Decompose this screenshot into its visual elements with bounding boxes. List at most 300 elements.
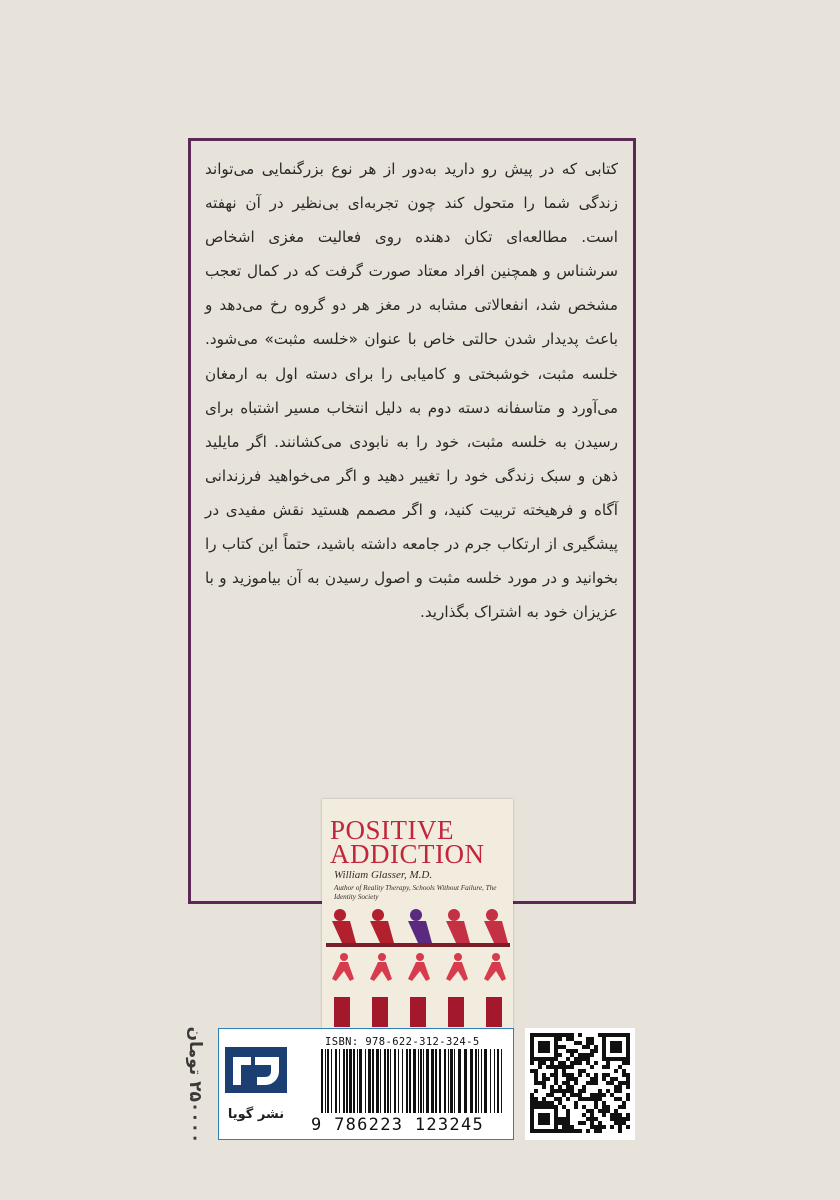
barcode-bar: [458, 1049, 461, 1113]
qr-module: [550, 1129, 554, 1133]
qr-module: [614, 1033, 618, 1037]
qr-module: [558, 1065, 562, 1069]
qr-module: [558, 1129, 562, 1133]
qr-module: [534, 1069, 538, 1073]
qr-module: [618, 1033, 622, 1037]
qr-module: [542, 1129, 546, 1133]
qr-module: [566, 1129, 570, 1133]
qr-module: [538, 1049, 542, 1053]
qr-module: [562, 1125, 566, 1129]
qr-module: [538, 1117, 542, 1121]
barcode-bar: [387, 1049, 389, 1113]
qr-module: [594, 1097, 598, 1101]
qr-module: [610, 1033, 614, 1037]
qr-module: [554, 1129, 558, 1133]
barcode-bar: [444, 1049, 446, 1113]
qr-module: [546, 1077, 550, 1081]
barcode-bar: [384, 1049, 386, 1113]
qr-module: [622, 1117, 626, 1121]
qr-module: [574, 1049, 578, 1053]
qr-module: [530, 1105, 534, 1109]
qr-module: [566, 1109, 570, 1113]
barcode-bar: [357, 1049, 358, 1113]
qr-module: [562, 1061, 566, 1065]
qr-module: [542, 1057, 546, 1061]
qr-module: [582, 1105, 586, 1109]
barcode-bar: [321, 1049, 323, 1113]
qr-module: [626, 1053, 630, 1057]
qr-module: [538, 1065, 542, 1069]
book-cover-thumbnail: [322, 799, 513, 1031]
barcode-bar: [423, 1049, 424, 1113]
qr-module: [586, 1041, 590, 1045]
qr-module: [550, 1061, 554, 1065]
qr-module: [542, 1049, 546, 1053]
qr-module: [566, 1073, 570, 1077]
price-label: [175, 1026, 215, 1160]
qr-module: [562, 1117, 566, 1121]
qr-module: [546, 1065, 550, 1069]
qr-module: [618, 1057, 622, 1061]
qr-module: [618, 1105, 622, 1109]
qr-module: [562, 1093, 566, 1097]
qr-module: [594, 1045, 598, 1049]
qr-module: [626, 1049, 630, 1053]
qr-module: [534, 1089, 538, 1093]
qr-module: [538, 1129, 542, 1133]
qr-module: [534, 1097, 538, 1101]
qr-module: [554, 1069, 558, 1073]
qr-module: [554, 1113, 558, 1117]
qr-module: [610, 1077, 614, 1081]
barcode-bar: [402, 1049, 403, 1113]
qr-module: [618, 1041, 622, 1045]
qr-module: [566, 1033, 570, 1037]
qr-module: [610, 1049, 614, 1053]
qr-module: [614, 1057, 618, 1061]
qr-module: [618, 1121, 622, 1125]
qr-module: [546, 1033, 550, 1037]
qr-module: [554, 1033, 558, 1037]
qr-module: [558, 1033, 562, 1037]
qr-module: [566, 1117, 570, 1121]
qr-module: [566, 1081, 570, 1085]
qr-module: [578, 1053, 582, 1057]
barcode-bar: [478, 1049, 479, 1113]
qr-module: [550, 1105, 554, 1109]
cover-illustration: [322, 901, 513, 1031]
qr-module: [538, 1061, 542, 1065]
qr-module: [554, 1105, 558, 1109]
qr-module: [570, 1065, 574, 1069]
barcode-bar: [335, 1049, 337, 1113]
qr-module: [602, 1105, 606, 1109]
qr-module: [542, 1061, 546, 1065]
qr-module: [618, 1045, 622, 1049]
qr-module: [622, 1069, 626, 1073]
qr-module: [586, 1081, 590, 1085]
qr-module: [554, 1073, 558, 1077]
qr-module: [554, 1121, 558, 1125]
qr-module: [566, 1065, 570, 1069]
qr-module: [566, 1037, 570, 1041]
qr-module: [582, 1045, 586, 1049]
qr-module: [554, 1125, 558, 1129]
qr-module: [562, 1033, 566, 1037]
qr-module: [566, 1113, 570, 1117]
qr-module: [626, 1113, 630, 1117]
barcode-bar: [339, 1049, 340, 1113]
qr-module: [614, 1109, 618, 1113]
qr-module: [626, 1097, 630, 1101]
qr-module: [546, 1041, 550, 1045]
qr-module: [578, 1129, 582, 1133]
qr-module: [578, 1097, 582, 1101]
qr-module: [534, 1033, 538, 1037]
qr-module: [554, 1057, 558, 1061]
qr-module: [566, 1049, 570, 1053]
qr-module: [574, 1081, 578, 1085]
qr-module: [562, 1069, 566, 1073]
qr-module: [618, 1117, 622, 1121]
qr-module: [562, 1081, 566, 1085]
barcode-bar: [497, 1049, 499, 1113]
qr-module: [582, 1089, 586, 1093]
qr-module: [614, 1113, 618, 1117]
qr-module: [590, 1049, 594, 1053]
qr-module: [546, 1057, 550, 1061]
qr-module: [594, 1073, 598, 1077]
qr-module: [558, 1045, 562, 1049]
qr-module: [606, 1033, 610, 1037]
qr-module: [586, 1045, 590, 1049]
qr-module: [546, 1113, 550, 1117]
qr-module: [530, 1045, 534, 1049]
qr-module: [598, 1129, 602, 1133]
qr-module: [590, 1121, 594, 1125]
qr-module: [570, 1093, 574, 1097]
qr-module: [618, 1049, 622, 1053]
qr-module: [542, 1117, 546, 1121]
qr-module: [610, 1113, 614, 1117]
qr-module: [602, 1093, 606, 1097]
qr-module: [622, 1081, 626, 1085]
qr-module: [542, 1073, 546, 1077]
qr-module: [594, 1049, 598, 1053]
qr-module: [530, 1097, 534, 1101]
qr-module: [602, 1037, 606, 1041]
barcode-bar: [494, 1049, 495, 1113]
qr-module: [594, 1129, 598, 1133]
qr-module: [626, 1041, 630, 1045]
qr-module: [598, 1093, 602, 1097]
qr-module: [530, 1049, 534, 1053]
qr-module: [578, 1089, 582, 1093]
qr-module: [546, 1117, 550, 1121]
qr-module: [582, 1053, 586, 1057]
barcode-bar: [439, 1049, 441, 1113]
qr-module: [602, 1101, 606, 1105]
barcode-bar: [325, 1049, 326, 1113]
qr-module: [534, 1057, 538, 1061]
qr-module: [578, 1061, 582, 1065]
qr-module: [590, 1113, 594, 1117]
qr-module: [546, 1093, 550, 1097]
qr-module: [558, 1089, 562, 1093]
qr-module: [558, 1101, 562, 1105]
qr-module: [534, 1077, 538, 1081]
barcode-bar: [359, 1049, 362, 1113]
qr-module: [530, 1113, 534, 1117]
qr-module: [590, 1053, 594, 1057]
qr-module: [562, 1045, 566, 1049]
qr-module: [582, 1113, 586, 1117]
qr-module: [590, 1081, 594, 1085]
qr-module: [554, 1045, 558, 1049]
barcode-bar: [420, 1049, 422, 1113]
qr-module: [614, 1121, 618, 1125]
qr-module: [602, 1077, 606, 1081]
qr-module: [586, 1061, 590, 1065]
qr-module: [622, 1033, 626, 1037]
qr-module: [530, 1057, 534, 1061]
qr-module: [618, 1089, 622, 1093]
qr-module: [530, 1033, 534, 1037]
qr-module: [574, 1061, 578, 1065]
qr-module: [614, 1049, 618, 1053]
barcode-bar: [380, 1049, 381, 1113]
qr-module: [578, 1093, 582, 1097]
qr-module: [586, 1129, 590, 1133]
qr-module: [558, 1121, 562, 1125]
qr-module: [542, 1121, 546, 1125]
barcode-bar: [353, 1049, 355, 1113]
qr-module: [550, 1089, 554, 1093]
qr-module: [586, 1057, 590, 1061]
qr-module: [614, 1117, 618, 1121]
qr-module: [574, 1101, 578, 1105]
qr-module: [618, 1097, 622, 1101]
qr-module: [542, 1097, 546, 1101]
qr-module: [622, 1061, 626, 1065]
qr-module: [562, 1129, 566, 1133]
qr-module: [558, 1037, 562, 1041]
qr-module: [618, 1125, 622, 1129]
qr-module: [626, 1057, 630, 1061]
qr-module: [530, 1117, 534, 1121]
qr-module: [570, 1077, 574, 1081]
qr-module: [570, 1129, 574, 1133]
qr-module: [626, 1125, 630, 1129]
qr-module: [622, 1073, 626, 1077]
qr-module: [542, 1101, 546, 1105]
qr-module: [538, 1105, 542, 1109]
qr-module: [558, 1097, 562, 1101]
qr-module: [562, 1105, 566, 1109]
qr-module: [594, 1117, 598, 1121]
barcode-bar: [484, 1049, 487, 1113]
qr-module: [618, 1085, 622, 1089]
qr-module: [590, 1125, 594, 1129]
barcode-bar: [346, 1049, 348, 1113]
qr-module: [530, 1093, 534, 1097]
qr-module: [594, 1061, 598, 1065]
qr-module: [542, 1045, 546, 1049]
barcode-bar: [435, 1049, 437, 1113]
qr-module: [598, 1089, 602, 1093]
qr-module: [566, 1057, 570, 1061]
qr-module: [582, 1085, 586, 1089]
qr-module: [626, 1117, 630, 1121]
qr-module: [590, 1097, 594, 1101]
barcode-bar: [409, 1049, 411, 1113]
qr-module: [554, 1077, 558, 1081]
qr-module: [534, 1105, 538, 1109]
qr-module: [598, 1121, 602, 1125]
qr-code: [525, 1028, 635, 1140]
qr-module: [530, 1069, 534, 1073]
qr-module: [626, 1085, 630, 1089]
qr-module: [618, 1129, 622, 1133]
qr-module: [554, 1049, 558, 1053]
qr-module: [542, 1113, 546, 1117]
qr-module: [622, 1057, 626, 1061]
price-text: ۲۵۰۰۰۰ تومان: [185, 1026, 205, 1144]
qr-module: [578, 1057, 582, 1061]
barcode-bar: [426, 1049, 429, 1113]
qr-module: [534, 1073, 538, 1077]
qr-module: [554, 1089, 558, 1093]
barcode-bar: [365, 1049, 366, 1113]
qr-module: [602, 1049, 606, 1053]
qr-module: [626, 1033, 630, 1037]
qr-module: [582, 1069, 586, 1073]
qr-module: [554, 1065, 558, 1069]
qr-module: [578, 1069, 582, 1073]
qr-module: [606, 1057, 610, 1061]
qr-module: [626, 1061, 630, 1065]
qr-module: [614, 1045, 618, 1049]
qr-module: [602, 1057, 606, 1061]
qr-module: [562, 1121, 566, 1125]
qr-module: [582, 1057, 586, 1061]
ean-number: 9 786223 123245: [311, 1115, 485, 1135]
qr-module: [602, 1125, 606, 1129]
qr-module: [586, 1117, 590, 1121]
qr-module: [566, 1125, 570, 1129]
qr-module: [550, 1033, 554, 1037]
barcode-bar: [406, 1049, 408, 1113]
qr-module: [530, 1101, 534, 1105]
qr-module: [622, 1101, 626, 1105]
barcode-bar: [475, 1049, 477, 1113]
qr-module: [586, 1053, 590, 1057]
barcode-bar: [327, 1049, 329, 1113]
qr-module: [534, 1101, 538, 1105]
qr-module: [590, 1041, 594, 1045]
barcode-bar: [331, 1049, 332, 1113]
qr-module: [538, 1121, 542, 1125]
qr-module: [550, 1085, 554, 1089]
qr-module: [566, 1077, 570, 1081]
qr-module: [530, 1109, 534, 1113]
qr-module: [554, 1081, 558, 1085]
qr-module: [602, 1113, 606, 1117]
qr-module: [558, 1053, 562, 1057]
qr-module: [590, 1037, 594, 1041]
qr-module: [570, 1049, 574, 1053]
qr-module: [598, 1125, 602, 1129]
qr-module: [614, 1089, 618, 1093]
qr-module: [554, 1117, 558, 1121]
qr-module: [594, 1105, 598, 1109]
barcode-bar: [394, 1049, 396, 1113]
qr-module: [598, 1109, 602, 1113]
qr-module: [570, 1089, 574, 1093]
qr-module: [562, 1065, 566, 1069]
qr-module: [578, 1121, 582, 1125]
qr-module: [538, 1081, 542, 1085]
qr-module: [542, 1033, 546, 1037]
barcode-bar: [376, 1049, 379, 1113]
barcode-bar: [398, 1049, 399, 1113]
qr-module: [602, 1065, 606, 1069]
qr-module: [614, 1077, 618, 1081]
qr-module: [614, 1097, 618, 1101]
qr-module: [610, 1125, 614, 1129]
qr-module: [554, 1037, 558, 1041]
qr-module: [574, 1105, 578, 1109]
qr-module: [562, 1089, 566, 1093]
qr-module: [546, 1121, 550, 1125]
qr-module: [606, 1105, 610, 1109]
qr-module: [538, 1041, 542, 1045]
qr-module: [622, 1121, 626, 1125]
publisher-logo-icon: [225, 1047, 287, 1093]
qr-module: [538, 1033, 542, 1037]
cover-author: William Glasser, M.D.: [334, 869, 433, 881]
qr-module: [530, 1129, 534, 1133]
qr-module: [550, 1073, 554, 1077]
qr-module: [546, 1045, 550, 1049]
qr-module: [606, 1089, 610, 1093]
qr-module: [574, 1057, 578, 1061]
qr-module: [582, 1097, 586, 1101]
qr-module: [586, 1073, 590, 1077]
barcode-bar: [368, 1049, 371, 1113]
qr-module: [598, 1033, 602, 1037]
qr-module: [594, 1081, 598, 1085]
qr-module: [570, 1125, 574, 1129]
qr-module: [606, 1073, 610, 1077]
barcode-bar: [431, 1049, 434, 1113]
barcode-bars: [319, 1049, 509, 1115]
qr-module: [610, 1081, 614, 1085]
qr-module: [602, 1041, 606, 1045]
qr-module: [590, 1093, 594, 1097]
qr-module: [614, 1085, 618, 1089]
qr-module: [542, 1105, 546, 1109]
qr-module: [594, 1093, 598, 1097]
qr-module: [602, 1033, 606, 1037]
qr-module: [610, 1117, 614, 1121]
qr-module: [614, 1041, 618, 1045]
qr-module: [554, 1053, 558, 1057]
qr-module: [626, 1077, 630, 1081]
barcode-bar: [372, 1049, 374, 1113]
qr-module: [574, 1077, 578, 1081]
qr-module: [542, 1077, 546, 1081]
